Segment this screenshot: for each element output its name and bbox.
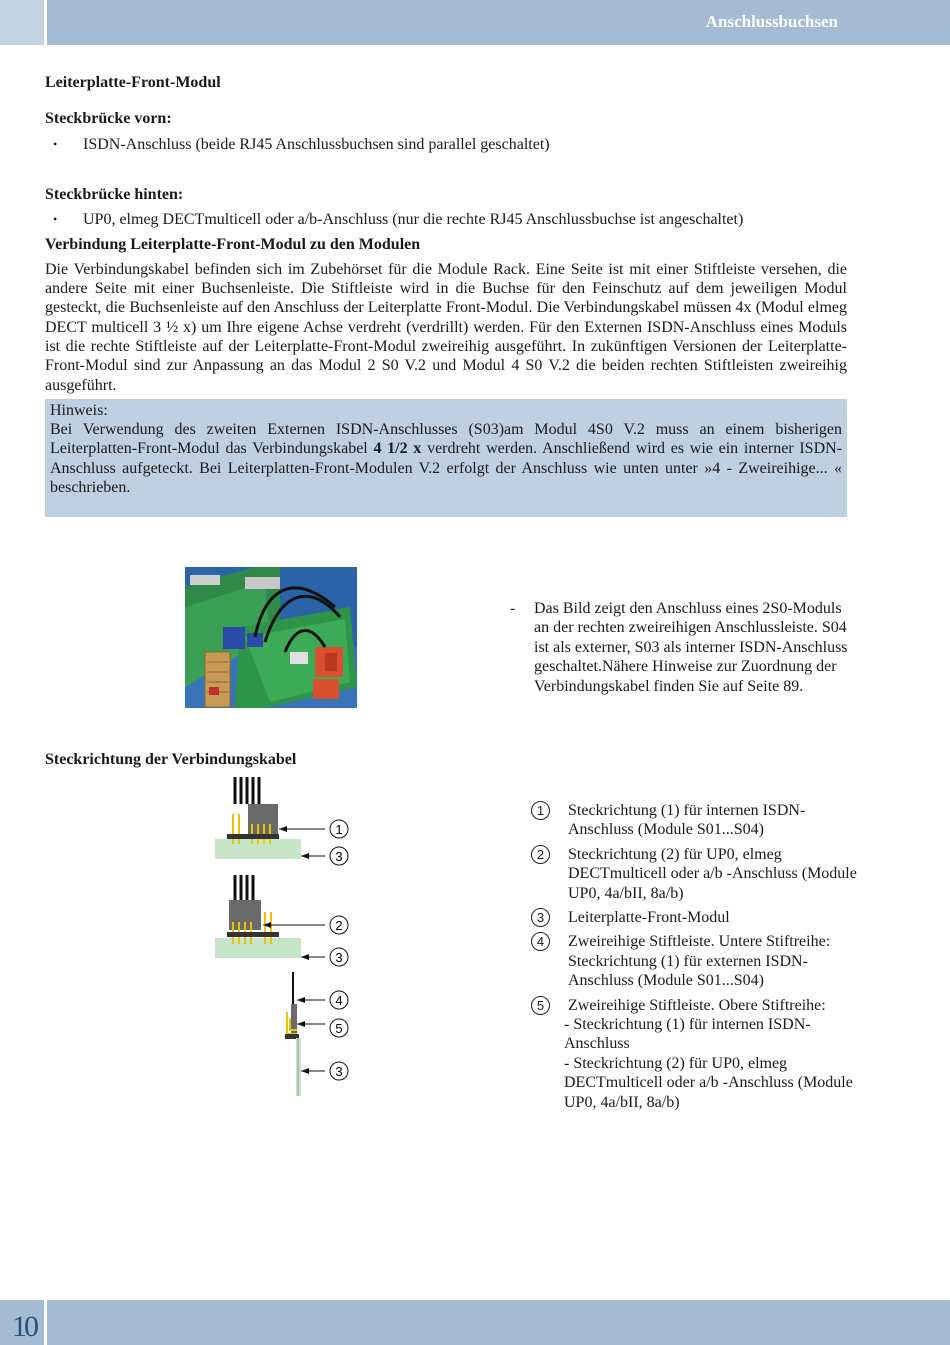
legend-text: Zweireihige Stiftleiste. Untere Stiftreihe: Steckrichtung (1) für externen ISDN-Anschluss (Module S01...S04) <box>568 933 831 990</box>
photo-caption <box>510 599 853 696</box>
page-number: 10 <box>12 1310 36 1343</box>
note-bold: 4 1/2 x <box>373 440 422 458</box>
legend-number: 1 <box>531 801 550 820</box>
legend-item-1 <box>531 801 861 840</box>
legend-item-5 <box>531 996 861 1112</box>
legend-number: 5 <box>531 996 550 1015</box>
note-label: Hinweis: <box>50 401 108 419</box>
verbindung-heading: Verbindung Leiterplatte-Front-Modul zu den Modulen <box>45 236 421 254</box>
steckbruecke-vorn-bullet: • ISDN-Anschluss (beide RJ45 Anschlussbuchsen sind parallel geschaltet) <box>45 135 847 154</box>
callout-3b: 3 <box>335 950 343 965</box>
steckrichtung-diagram <box>205 772 370 1102</box>
legend-item-3 <box>531 908 861 927</box>
caption-text: Das Bild zeigt den Anschluss eines 2S0-Moduls an der rechten zweireihigen Anschlussleiste. S04 ist als externer, S03 als interner ISDN-Anschluss geschaltet.Nähere Hinweise zur Zuordnung der Verbindungskabel finden Sie auf Seite 89. <box>534 600 848 695</box>
note-text: Bei Verwendung des zweiten Externen ISDN-Anschlusses (S03)am Modul 4S0 V.2 muss an einem bisherigen Leiterplatten-Front-Modul das Verbindungskabel 4 1/2 x verdreht werden. Anschließend wird es wie ein interner ISDN-Anschluss aufgeteckt. Bei Leiterplatten-Front-Modulen V.2 erfolgt der Anschluss wie unten unter »4 - Zweireihige... « beschrieben. <box>50 421 843 497</box>
callout-4: 4 <box>335 993 343 1008</box>
connector-group-2 <box>215 875 325 960</box>
section-title: Leiterplatte-Front-Modul <box>45 74 221 91</box>
steckbruecke-hinten-heading: Steckbrücke hinten: <box>45 185 184 203</box>
main-content <box>45 70 847 517</box>
legend-number: 4 <box>531 932 550 951</box>
legend-number: 2 <box>531 845 550 864</box>
note-box <box>45 399 847 517</box>
callout-1: 1 <box>335 822 343 837</box>
callout-3a: 3 <box>335 849 343 864</box>
callout-2: 2 <box>335 918 343 933</box>
footer-bar <box>47 1300 950 1345</box>
caption-dash: - <box>510 600 516 617</box>
callout-5: 5 <box>335 1021 343 1036</box>
legend-text: Steckrichtung (2) für UP0, elmeg DECTmulticell oder a/b -Anschluss (Module UP0, 4a/bII, 8a/b) <box>568 845 857 902</box>
connector-group-1 <box>215 777 325 859</box>
legend-item-4 <box>531 932 861 990</box>
header-tab <box>0 0 44 45</box>
legend-subitem: - Steckrichtung (2) für UP0, elmeg DECTmulticell oder a/b -Anschluss (Module UP0, 4a/bII, 8a/b) <box>564 1054 853 1111</box>
diagram-legend <box>531 801 861 1117</box>
callout-3c: 3 <box>335 1064 343 1079</box>
connector-group-3-side <box>285 972 325 1096</box>
legend-subitem: - Steckrichtung (1) für internen ISDN-Anschluss <box>564 1016 811 1053</box>
circuit-board-photo <box>185 567 357 708</box>
chapter-title: Anschlussbuchsen <box>705 12 838 31</box>
steckrichtung-heading: Steckrichtung der Verbindungskabel <box>45 751 297 768</box>
steckbruecke-hinten-bullet: • UP0, elmeg DECTmulticell oder a/b-Anschluss (nur die rechte RJ45 Anschlussbuchse ist angeschaltet) <box>45 210 847 229</box>
verbindung-text: Die Verbindungskabel befinden sich im Zubehörset für die Module Rack. Eine Seite ist mit einer Stiftleiste versehen, die andere Seite mit einer Buchsenleiste. Die Stiftleiste wird in die Buchse für den Feinschutz auf dem jeweiligen Modul gesteckt, die Buchsenleiste auf den Anschluss der Leiterplatte Front-Modul. Die Verbindungskabel müssen 4x (Modul elmeg DECT multicell 3 ½ x) um Ihre eigene Achse verdreht (verdrillt) werden. Für den Externen ISDN-Anschluss eines Moduls ist die rechte Stiftleiste auf der Leiterplatte-Front-Modul zweireihig ausgeführt. In zukünftigen Versionen der Leiterplatte-Front-Modul sind zur Anpassung an das Modul 2 S0 V.2 und Modul 4 S0 V.2 die beiden rechten Stiftleisten zweireihig ausgeführt. <box>45 260 847 394</box>
legend-text: Leiterplatte-Front-Modul <box>568 909 730 927</box>
legend-text: Zweireihige Stiftleiste. Obere Stiftreihe: <box>568 996 826 1014</box>
legend-number: 3 <box>531 908 550 927</box>
header-bar <box>47 0 950 45</box>
legend-item-2 <box>531 845 861 903</box>
steckbruecke-vorn-heading: Steckbrücke vorn: <box>45 110 172 128</box>
legend-text: Steckrichtung (1) für internen ISDN-Anschluss (Module S01...S04) <box>568 802 806 839</box>
